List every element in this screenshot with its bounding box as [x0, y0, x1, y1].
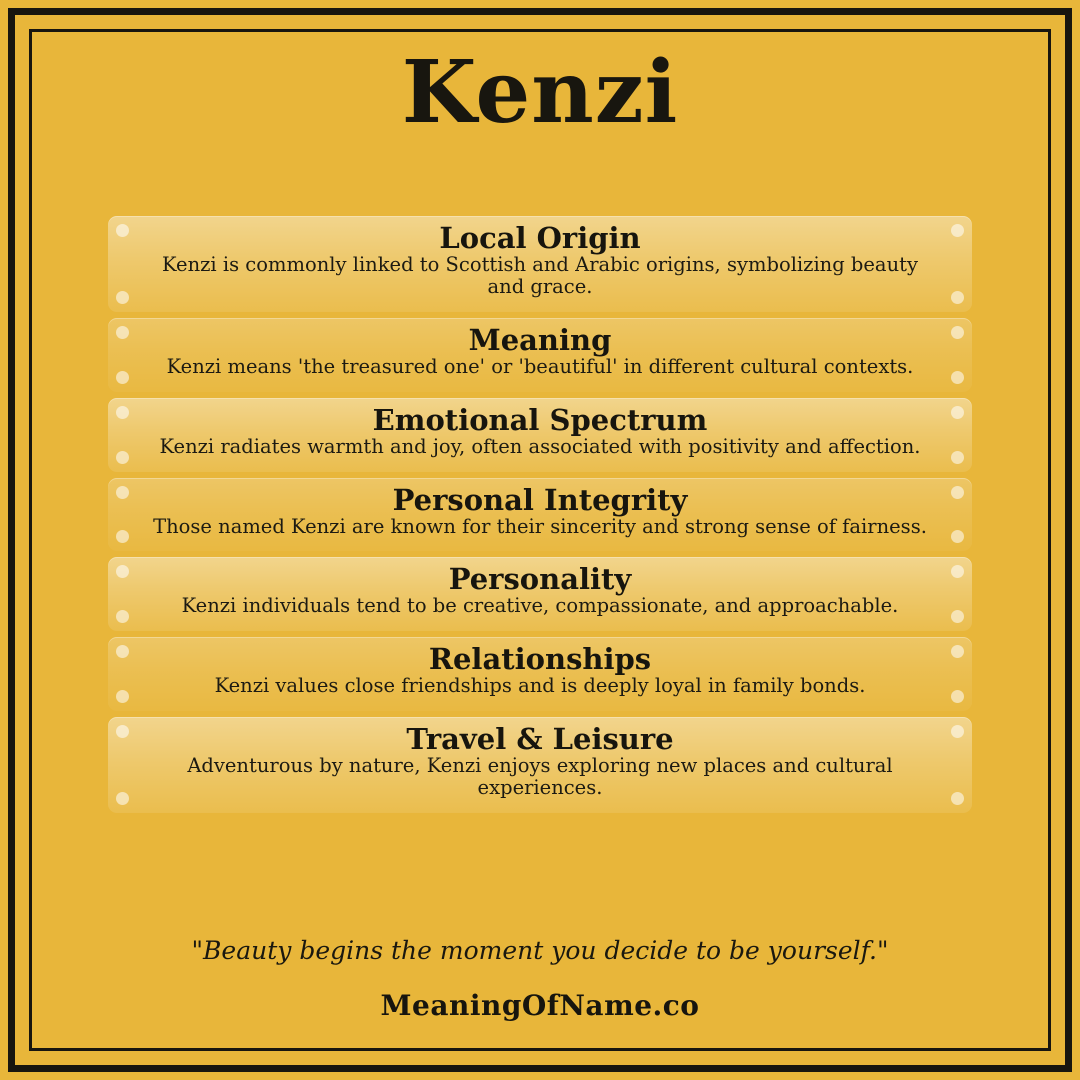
- card-pin-icon: [951, 224, 964, 237]
- card-pin-icon: [116, 610, 129, 623]
- section-card: [108, 717, 972, 813]
- card-pin-icon: [951, 326, 964, 339]
- card-pin-icon: [116, 326, 129, 339]
- card-pin-icon: [951, 725, 964, 738]
- card-pin-icon: [951, 291, 964, 304]
- card-pin-icon: [116, 725, 129, 738]
- card-pin-icon: [116, 792, 129, 805]
- section-description: Adventurous by nature, Kenzi enjoys exploring new places and cultural experiences.: [187, 754, 893, 799]
- section-card: [108, 478, 972, 552]
- card-pin-icon: [116, 690, 129, 703]
- poster-footer: [40, 936, 1040, 1040]
- card-pin-icon: [951, 530, 964, 543]
- section-card: [108, 637, 972, 711]
- section-title: Emotional Spectrum: [372, 402, 708, 437]
- section-description: Kenzi values close friendships and is deeply loyal in family bonds.: [214, 674, 866, 698]
- section-title: Meaning: [468, 322, 612, 357]
- poster-content: [40, 38, 1040, 1040]
- section-description: Kenzi individuals tend to be creative, compassionate, and approachable.: [181, 594, 899, 618]
- card-pin-icon: [116, 451, 129, 464]
- card-pin-icon: [951, 451, 964, 464]
- section-card: [108, 557, 972, 631]
- card-pin-icon: [951, 565, 964, 578]
- card-pin-icon: [951, 792, 964, 805]
- card-pin-icon: [951, 610, 964, 623]
- card-pin-icon: [116, 224, 129, 237]
- section-description: Kenzi is commonly linked to Scottish and Arabic origins, symbolizing beauty and grace.: [162, 253, 918, 299]
- section-card-list: [108, 216, 972, 812]
- card-pin-icon: [116, 406, 129, 419]
- section-description: Kenzi means 'the treasured one' or 'beautiful' in different cultural contexts.: [166, 354, 914, 378]
- card-pin-icon: [951, 486, 964, 499]
- section-card: [108, 398, 972, 472]
- card-pin-icon: [116, 645, 129, 658]
- card-pin-icon: [116, 565, 129, 578]
- section-description: Kenzi radiates warmth and joy, often associated with positivity and affection.: [159, 434, 921, 458]
- section-description: Those named Kenzi are known for their sincerity and strong sense of fairness.: [153, 514, 927, 538]
- section-card: [108, 216, 972, 312]
- card-pin-icon: [116, 371, 129, 384]
- section-title: Personality: [448, 562, 632, 597]
- card-pin-icon: [951, 690, 964, 703]
- card-pin-icon: [951, 406, 964, 419]
- footer-quote: "Beauty begins the moment you decide to be yourself.": [191, 936, 889, 965]
- card-pin-icon: [116, 530, 129, 543]
- section-title: Travel & Leisure: [406, 722, 674, 757]
- section-title: Local Origin: [439, 221, 641, 256]
- section-title: Relationships: [428, 642, 652, 677]
- card-pin-icon: [116, 291, 129, 304]
- section-title: Personal Integrity: [392, 482, 688, 517]
- brand-name: MeaningOfName.co: [380, 989, 700, 1022]
- section-card: [108, 318, 972, 392]
- card-pin-icon: [951, 645, 964, 658]
- card-pin-icon: [116, 486, 129, 499]
- page-title: Kenzi: [401, 42, 679, 143]
- card-pin-icon: [951, 371, 964, 384]
